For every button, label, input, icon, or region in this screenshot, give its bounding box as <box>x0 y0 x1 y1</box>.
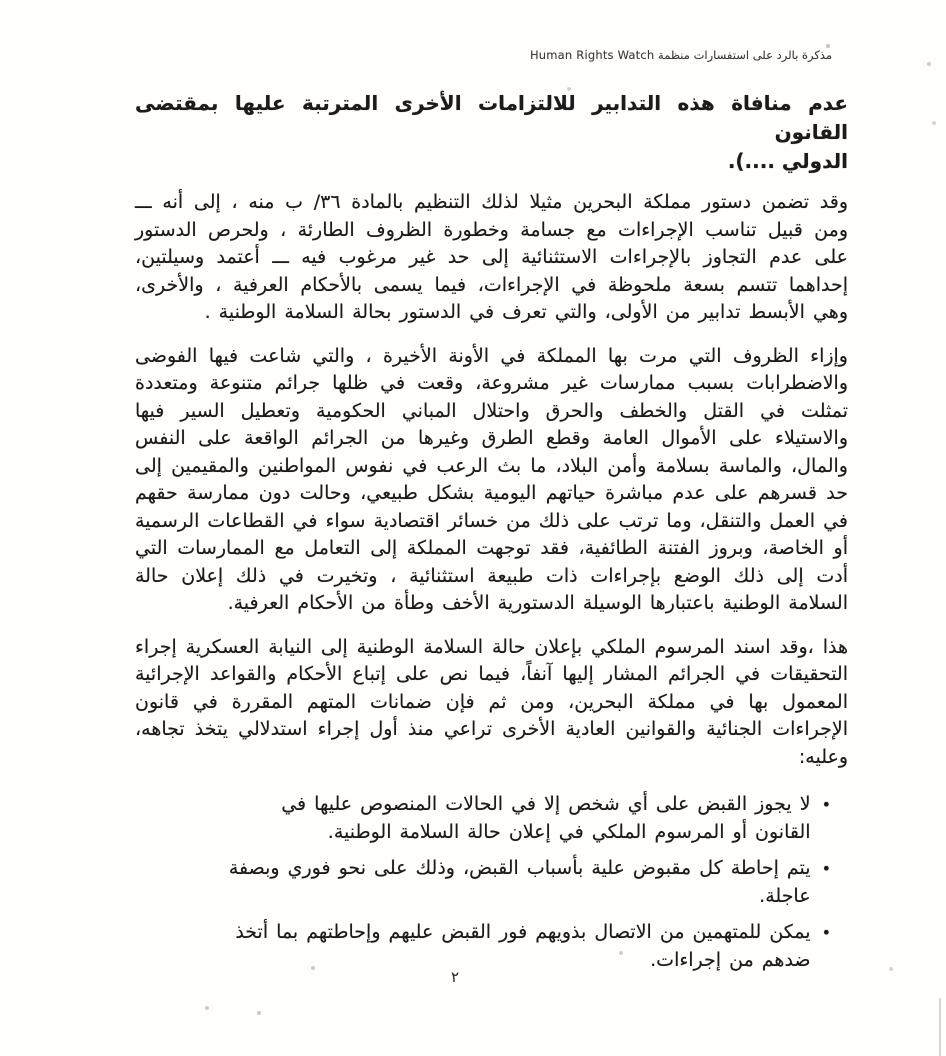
document-header: مذكرة بالرد على استفسارات منظمة Human Rights Watch <box>529 48 832 62</box>
paragraph-constitution: وقد تضمن دستور مملكة البحرين مثيلا لذلك التنظيم بالمادة ٣٦/ ب منه ، إلى أنه ـــ ومن قبيل تناسب الإجراءات مع جسامة وخطورة الظروف الطارئة ، ولحرص الدستور على عدم التجاوز بالإجراءات الاستثنائية إلى حد غير مرغوب فيه ـــ أعتمد وسيلتين، إحداهما تتسم بسعة ملحوظة في الإجراءات، فيما يسمى بالأحكام العرفية ، والأخرى، وهي الأبسط تدابير من الأولى، والتي تعرف في الدستور بحالة السلامة الوطنية . <box>135 191 848 323</box>
section-title-line1: عدم منافاة هذه التدابير للالتزامات الأخرى المترتبة عليها بمقتضى القانون <box>135 91 848 144</box>
scan-specks <box>0 0 2 2</box>
bullet-text: يتم إحاطة كل مقبوض علية بأسباب القبض، وذلك على نحو فوري وبصفة عاجلة. <box>228 857 811 907</box>
bullet-item <box>135 919 831 974</box>
bullet-icon: • <box>821 795 831 814</box>
bullet-text: لا يجوز القبض على أي شخص إلا في الحالات المنصوص عليها في القانون أو المرسوم الملكي في إعلان حالة السلامة الوطنية. <box>281 793 811 843</box>
bullet-text: يمكن للمتهمين من الاتصال بذويهم فور القبض عليهم وإحاطتهم بما أتخذ ضدهم من إجراءات. <box>235 921 811 971</box>
bullet-item <box>135 791 831 846</box>
section-title-line2: الدولي ....). <box>727 149 848 173</box>
scan-edge-artifact <box>939 998 941 1056</box>
section-title <box>135 89 848 176</box>
document-content <box>135 0 848 983</box>
bullet-item <box>135 855 831 910</box>
bullet-icon: • <box>821 923 831 942</box>
bullet-list <box>135 791 831 974</box>
paragraph-royal-decree: هذا ،وقد اسند المرسوم الملكي بإعلان حالة السلامة الوطنية إلى النيابة العسكرية إجراء التحقيقات في الجرائم المشار إليها آنفاً، فيما نص على إتباع الأحكام والقواعد الإجرائية المعمول بها في مملكة البحرين، ومن ثم فإن ضمانات المتهم المقررة في قانون الإجراءات الجنائية والقوانين العادية الأخرى تراعي منذ أول إجراء استدلالي يتخذ تجاهه، وعليه: <box>135 635 848 768</box>
bullet-icon: • <box>821 859 831 878</box>
paragraph-circumstances: وإزاء الظروف التي مرت بها المملكة في الأونة الأخيرة ، والتي شاعت فيها الفوضى والاضطرابات بسبب ممارسات غير مشروعة، وقعت في ظلها جرائم متنوعة ومتعددة تمثلت في القتل والخطف والحرق واحتلال المباني الحكومية وتعطيل السير فيها والاستيلاء على الأموال العامة وقطع الطرق وغيرها من الجرائم الواقعة على النفس والمال، والماسة بسلامة وأمن البلاد، ما بث الرعب في نفوس المواطنين والمقيمين إلى حد قسرهم على عدم مباشرة حياتهم اليومية بشكل طبيعي، وحالت دون ممارسة حقهم في العمل والتنقل، وما ترتب على ذلك من خسائر اقتصادية سواء في القطاعات الرسمية أو الخاصة، وبروز الفتنة الطائفية، فقد توجهت المملكة إلى التعامل مع الممارسات التي أدت إلى ذلك الوضع بإجراءات ذات طبيعة استثنائية ، وتخيرت في ذلك إعلان حالة السلامة الوطنية باعتبارها الوسيلة الدستورية الأخف وطأة من الأحكام العرفية. <box>135 344 848 614</box>
page-number: ٢ <box>450 968 460 986</box>
